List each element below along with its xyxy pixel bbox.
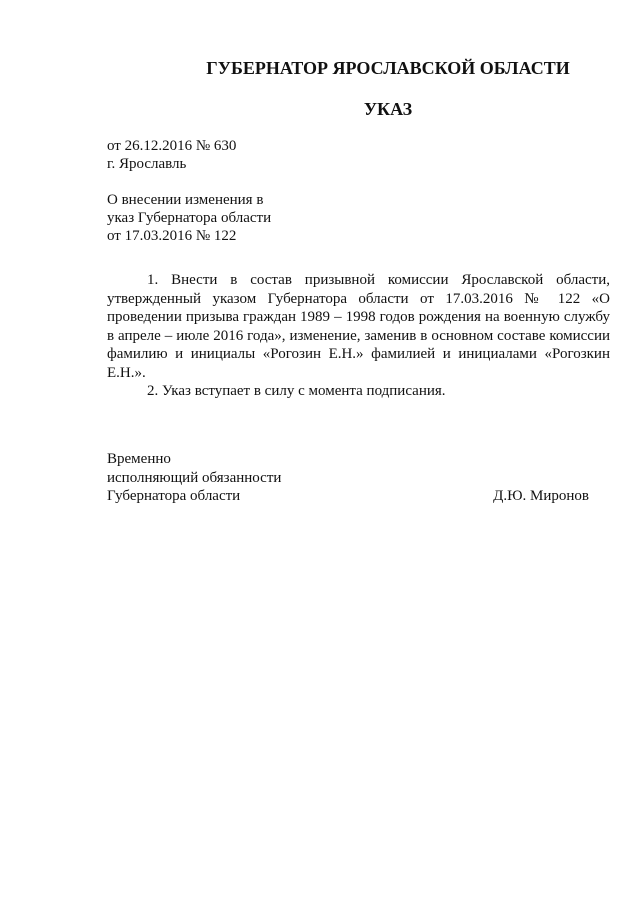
signatory-name: Д.Ю. Миронов <box>493 488 589 504</box>
document-issuer-title: ГУБЕРНАТОР ЯРОСЛАВСКОЙ ОБЛАСТИ <box>206 58 570 78</box>
document-type-title: УКАЗ <box>363 99 413 119</box>
document-meta <box>107 137 236 173</box>
document-place: г. Ярославль <box>107 156 187 172</box>
signature-line-2: исполняющий обязанности <box>107 469 282 486</box>
subject-line-3: от 17.03.2016 № 122 <box>107 228 237 244</box>
document-date-number: от 26.12.2016 № 630 <box>107 138 237 154</box>
document-subject <box>107 191 271 245</box>
body-paragraph-1: 1. Внести в состав призывной комиссии Ярославской области, утвержденный указом Губернатора области от 17.03.2016 № 122 «О проведении призыва граждан 1989 – 1998 годов рождения на военную службу в апреле – июле 2016 года», изменение, заменив в основном составе комиссии фамилию и инициалы «Рогозин Е.Н.» фамилией и инициалами «Рогозкин Е.Н.». <box>107 272 610 381</box>
subject-line-2: указ Губернатора области <box>107 210 272 226</box>
signature-block <box>107 450 589 506</box>
signature-row <box>107 487 589 506</box>
signature-line-1: Временно <box>107 451 171 467</box>
body-paragraph-2: 2. Указ вступает в силу с момента подписания. <box>147 383 446 399</box>
subject-line-1: О внесении изменения в <box>107 192 264 208</box>
document-body <box>107 271 610 401</box>
signature-line-3: Губернатора области <box>107 488 241 504</box>
